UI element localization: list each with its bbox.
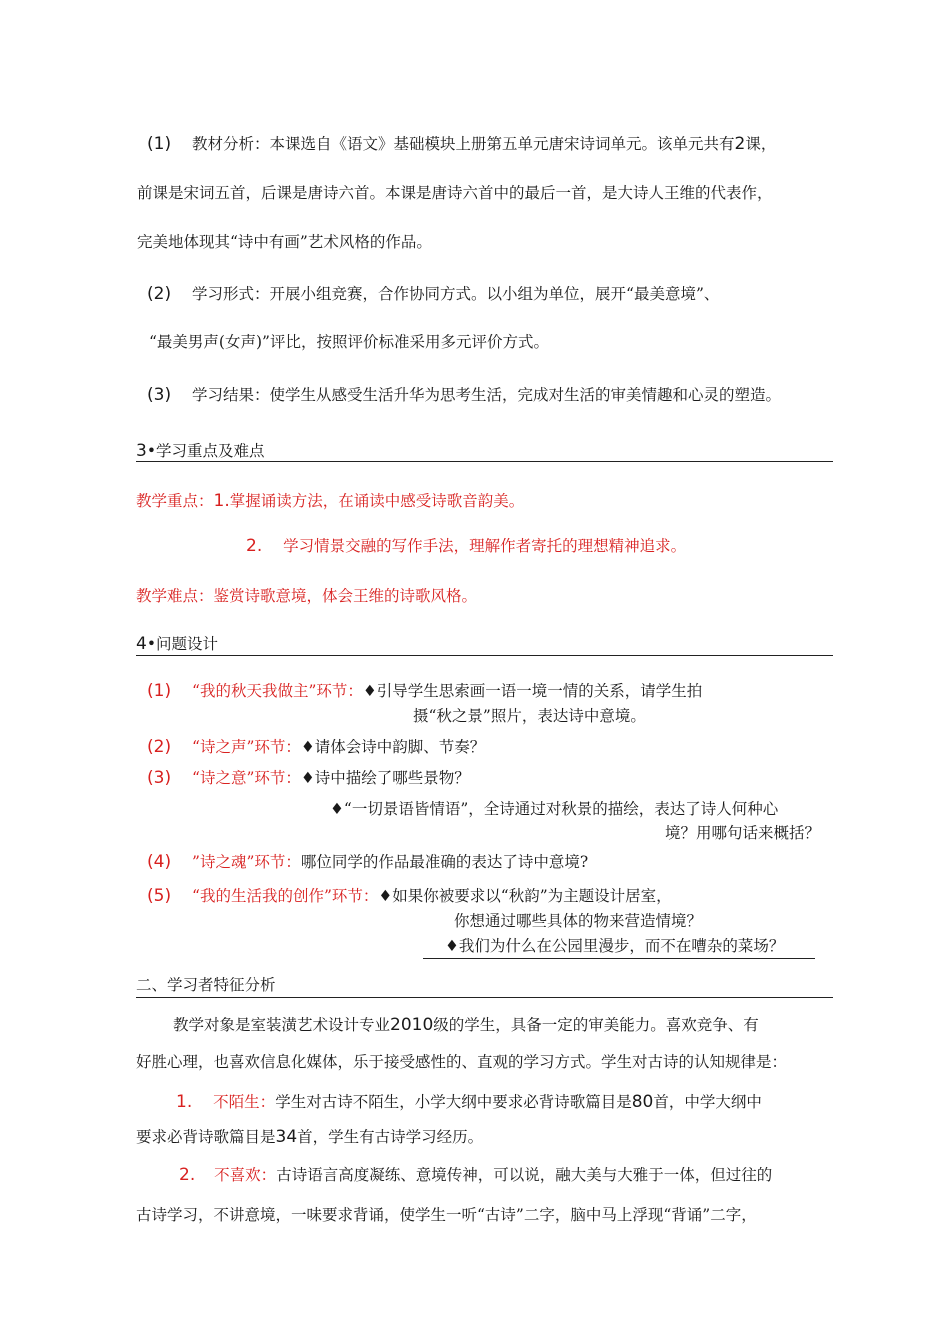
heading-rule xyxy=(136,997,833,998)
list-number: (1) xyxy=(147,681,172,701)
focus-text: 掌握诵读方法，在诵读中感受诗歌音韵美。 xyxy=(229,492,525,510)
number-text: 2 xyxy=(734,134,746,154)
list-number: (5) xyxy=(147,886,172,906)
section-title: •问题设计 xyxy=(146,635,218,653)
difficulty-text: 鉴赏诗歌意境，体会王维的诗歌风格。 xyxy=(213,587,478,605)
question-item-2 xyxy=(147,737,485,757)
section-heading-3 xyxy=(136,441,264,461)
heading-rule xyxy=(136,461,833,462)
list-number: (2) xyxy=(147,284,172,304)
question-text: ♦如果你被要求以“秋韵”为主题设计居室， xyxy=(378,887,672,905)
point-text: 古诗语言高度凝练、意境传神，可以说，融大美与大雅于一体，但过往的 xyxy=(276,1166,773,1184)
point-label: 不喜欢： xyxy=(214,1166,277,1184)
paragraph-text: 学习结果：使学生从感受生活升华为思考生活，完成对生活的审美情趣和心灵的塑造。 xyxy=(192,386,782,404)
underline-rule xyxy=(423,958,815,959)
point-text: 要求必背诗歌篇目是 xyxy=(136,1128,276,1146)
learner-intro-line-1 xyxy=(173,1015,759,1035)
list-number: 1. xyxy=(213,491,230,511)
question-item-4 xyxy=(147,852,588,872)
section-title: •学习重点及难点 xyxy=(146,442,265,460)
section-number: 4 xyxy=(136,634,147,654)
paragraph-1-line-2: 前课是宋词五首，后课是唐诗六首。本课是唐诗六首中的最后一首，是大诗人王维的代表作， xyxy=(137,184,773,202)
segment-label: ”诗之魂”环节： xyxy=(192,853,301,871)
question-item-5-q2: ♦我们为什么在公园里漫步，而不在嘈杂的菜场？ xyxy=(445,937,785,955)
learner-section-heading: 二、学习者特征分析 xyxy=(136,976,276,994)
question-item-5 xyxy=(147,886,672,906)
number-text: 34 xyxy=(275,1127,298,1147)
paragraph-1-line-3: 完美地体现其“诗中有画”艺术风格的作品。 xyxy=(137,233,432,251)
heading-rule xyxy=(136,655,833,656)
question-text: ♦引导学生思索画一语一境一情的关系，请学生拍 xyxy=(362,682,703,700)
section-heading-4 xyxy=(136,634,218,654)
learner-intro-line-2: 好胜心理，也喜欢信息化媒体，乐于接受感性的、直观的学习方式。学生对古诗的认知规律是： xyxy=(136,1053,788,1071)
number-text: 80 xyxy=(631,1092,654,1112)
paragraph-2-line-2: “最美男声(女声)”评比，按照评价标准采用多元评价方式。 xyxy=(149,333,549,351)
question-item-1 xyxy=(147,681,702,701)
question-text: ♦请体会诗中韵脚、节奏？ xyxy=(300,738,486,756)
number-text: 2010 xyxy=(390,1015,434,1035)
teaching-focus-line-2 xyxy=(246,536,686,556)
paragraph-3-line-1 xyxy=(147,385,781,405)
question-text: 哪位同学的作品最准确的表达了诗中意境? xyxy=(300,853,589,871)
list-number: (1) xyxy=(147,134,172,154)
teaching-difficulty-line xyxy=(136,586,477,606)
segment-label: “我的秋天我做主”环节： xyxy=(192,682,363,700)
paragraph-text: 教材分析：本课选自《语文》基础模块上册第五单元唐宋诗词单元。该单元共有 xyxy=(192,135,735,153)
point-label: 不陌生： xyxy=(213,1093,276,1111)
learner-point-1-cont xyxy=(136,1127,483,1147)
learner-point-2 xyxy=(179,1165,772,1185)
segment-label: “我的生活我的创作”环节： xyxy=(192,887,379,905)
point-text: 学生对古诗不陌生，小学大纲中要求必背诗歌篇目是 xyxy=(275,1093,632,1111)
paragraph-1-line-1 xyxy=(147,134,776,154)
paragraph-text: 课， xyxy=(745,135,777,153)
focus-label: 教学重点： xyxy=(136,492,214,510)
segment-label: “诗之声”环节： xyxy=(192,738,301,756)
segment-label: “诗之意”环节： xyxy=(192,769,301,787)
list-number: (3) xyxy=(147,385,172,405)
question-item-1-cont: 摄“秋之景”照片，表达诗中意境。 xyxy=(413,707,646,725)
point-text: 首，学生有古诗学习经历。 xyxy=(297,1128,484,1146)
question-item-5-cont: 你想通过哪些具体的物来营造情境？ xyxy=(454,912,703,930)
point-text: 首，中学大纲中 xyxy=(653,1093,762,1111)
section-number: 3 xyxy=(136,441,147,461)
list-number: (3) xyxy=(147,768,172,788)
paragraph-text: 学习形式：开展小组竞赛，合作协同方式。以小组为单位，展开“最美意境”、 xyxy=(192,285,720,303)
paragraph-text: 级的学生，具备一定的审美能力。喜欢竞争、有 xyxy=(433,1016,759,1034)
difficulty-label: 教学难点： xyxy=(136,587,214,605)
list-number: (4) xyxy=(147,852,172,872)
list-number: 1. xyxy=(176,1092,193,1112)
list-number: 2. xyxy=(246,536,263,556)
paragraph-2-line-1 xyxy=(147,284,719,304)
teaching-focus-line-1 xyxy=(136,491,524,511)
focus-text: 学习情景交融的写作手法，理解作者寄托的理想精神追求。 xyxy=(283,537,687,555)
question-item-3-q2: ♦“一切景语皆情语”，全诗通过对秋景的描绘，表达了诗人何种心 xyxy=(330,800,779,818)
list-number: (2) xyxy=(147,737,172,757)
question-item-3 xyxy=(147,768,470,788)
question-text: ♦诗中描绘了哪些景物？ xyxy=(300,769,470,787)
question-item-3-q2-cont: 境？用哪句话来概括？ xyxy=(665,824,821,842)
learner-point-1 xyxy=(176,1092,762,1112)
learner-point-2-cont: 古诗学习，不讲意境，一味要求背诵，使学生一听“古诗”二字，脑中马上浮现“背诵”二字， xyxy=(136,1206,757,1224)
list-number: 2. xyxy=(179,1165,196,1185)
paragraph-text: 教学对象是室装潢艺术设计专业 xyxy=(173,1016,391,1034)
